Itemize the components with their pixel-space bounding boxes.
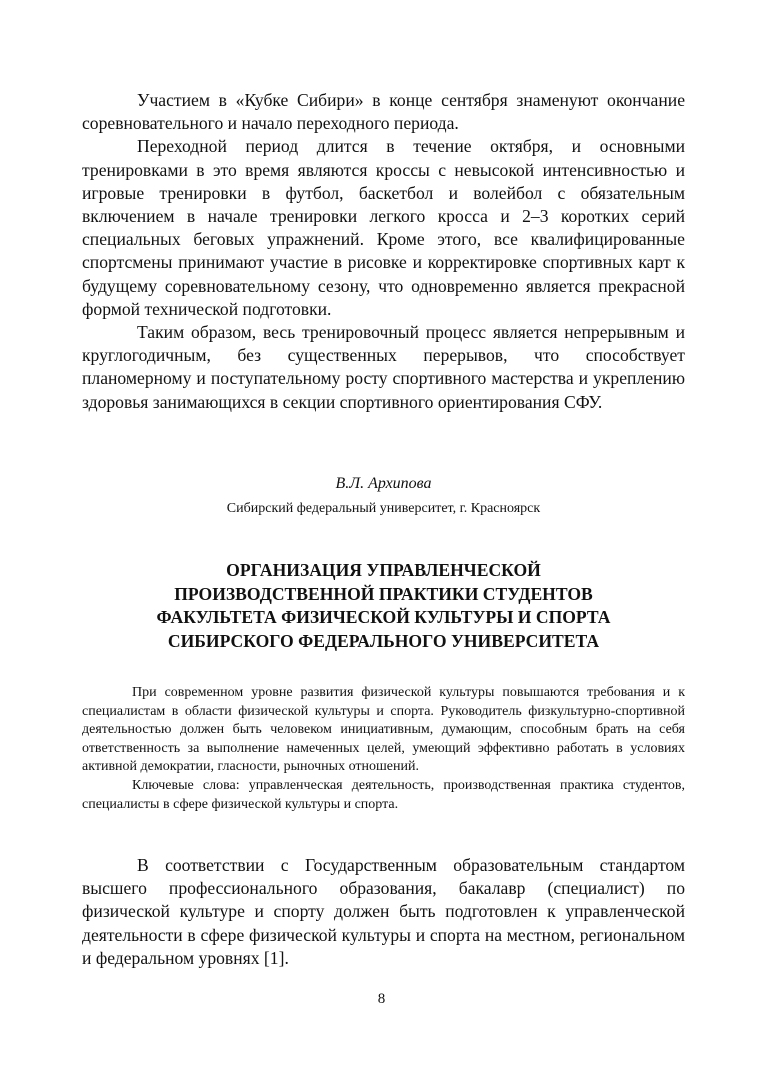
paragraph: Переходной период длится в течение октября, и основными тренировками в это время являются кроссы с невысокой интенсивностью и игровые тренировки в футбол, баскетбол и волейбол с обязательным включением в начале тренировки легкого кросса и 2–3 коротких серий специальных беговых упражнений. Кроме этого, все квалифицированные спортсмены принимают участие в рисовке и корректировке спортивных карт к будущему соревновательному сезону, что одновременно является прекрасной формой технической подготовки.: [82, 136, 685, 319]
page-number: 8: [377, 991, 386, 1007]
previous-article-ending: [82, 89, 685, 414]
keywords-text: Ключевые слова: управленческая деятельность, производственная практика студентов, специалисты в сфере физической культуры и спорта.: [82, 777, 685, 812]
author-affiliation: Сибирский федеральный университет, г. Красноярск: [226, 501, 541, 516]
paragraph: Участием в «Кубке Сибири» в конце сентября знаменуют окончание соревновательного и начало переходного периода.: [82, 90, 685, 134]
title-line: ОРГАНИЗАЦИЯ УПРАВЛЕНЧЕСКОЙ: [226, 560, 541, 580]
title-line: СИБИРСКОГО ФЕДЕРАЛЬНОГО УНИВЕРСИТЕТА: [167, 630, 600, 651]
article-title: [82, 559, 685, 653]
paragraph: Таким образом, весь тренировочный процесс является непрерывным и круглогодичным, без существенных перерывов, что способствует планомерному и поступательному росту спортивного мастерства и укреплению здоровья занимающихся в секции спортивного ориентирования СФУ.: [82, 322, 685, 412]
article-abstract: [82, 684, 685, 814]
author-name: В.Л. Архипова: [335, 475, 432, 492]
title-line: ПРОИЗВОДСТВЕННОЙ ПРАКТИКИ СТУДЕНТОВ: [174, 583, 593, 604]
paragraph: В соответствии с Государственным образовательным стандартом высшего профессионального образования, бакалавр (специалист) по физической культуре и спорту должен быть подготовлен к управленческой деятельности в сфере физической культуры и спорта на местном, региональном и федеральном уровнях [1].: [82, 855, 685, 968]
title-line: ФАКУЛЬТЕТА ФИЗИЧЕСКОЙ КУЛЬТУРЫ И СПОРТА: [156, 607, 611, 627]
abstract-text: При современном уровне развития физической культуры повышаются требования и к специалистам в области физической культуры и спорта. Руководитель физкультурно-спортивной деятельностью должен быть человеком инициативным, думающим, способным брать на себя ответственность за выполнение намеченных целей, умеющий эффективно работать в условиях активной демократии, гласности, рыночных отношений.: [82, 685, 685, 775]
article-body: [82, 854, 685, 970]
